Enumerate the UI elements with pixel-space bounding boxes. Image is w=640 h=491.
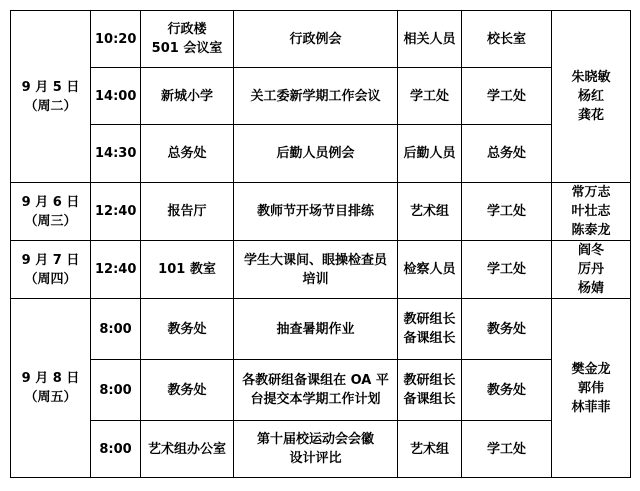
duty-staff-cell: 阎冬 厉丹 杨婧 [552,241,631,299]
place-cell: 101 教室 [141,241,234,299]
table-row [11,68,631,125]
weekly-schedule-table [10,10,631,478]
date-cell: 9 月 8 日 （周五） [11,299,91,478]
table-row [11,125,631,183]
duty-staff-cell: 朱晓敏 杨红 龚花 [552,11,631,183]
table-row [11,183,631,241]
content-cell: 第十届校运动会会徽 设计评比 [234,421,398,478]
place-cell: 报告厅 [141,183,234,241]
attendees-cell: 艺术组 [398,421,462,478]
organizer-cell: 教务处 [462,299,552,360]
time-cell: 12:40 [91,183,141,241]
schedule-sheet [10,10,630,481]
place-cell: 教务处 [141,360,234,421]
table-row [11,299,631,360]
content-cell: 行政例会 [234,11,398,68]
content-cell: 各教研组备课组在 OA 平 台提交本学期工作计划 [234,360,398,421]
place-cell: 教务处 [141,299,234,360]
date-cell: 9 月 5 日 （周二） [11,11,91,183]
time-cell: 12:40 [91,241,141,299]
content-cell: 后勤人员例会 [234,125,398,183]
time-cell: 14:30 [91,125,141,183]
place-cell: 新城小学 [141,68,234,125]
organizer-cell: 校长室 [462,11,552,68]
time-cell: 8:00 [91,421,141,478]
table-row [11,11,631,68]
content-cell: 抽查暑期作业 [234,299,398,360]
attendees-cell: 检察人员 [398,241,462,299]
time-cell: 8:00 [91,299,141,360]
organizer-cell: 学工处 [462,68,552,125]
attendees-cell: 艺术组 [398,183,462,241]
date-cell: 9 月 6 日 （周三） [11,183,91,241]
place-cell: 艺术组办公室 [141,421,234,478]
duty-staff-cell: 樊金龙 郭伟 林菲菲 [552,299,631,478]
organizer-cell: 学工处 [462,421,552,478]
content-cell: 学生大课间、眼操检查员 培训 [234,241,398,299]
place-cell: 总务处 [141,125,234,183]
table-row [11,360,631,421]
content-cell: 教师节开场节目排练 [234,183,398,241]
organizer-cell: 学工处 [462,241,552,299]
attendees-cell: 教研组长 备课组长 [398,360,462,421]
place-cell: 行政楼 501 会议室 [141,11,234,68]
attendees-cell: 后勤人员 [398,125,462,183]
date-cell: 9 月 7 日 （周四） [11,241,91,299]
time-cell: 14:00 [91,68,141,125]
organizer-cell: 教务处 [462,360,552,421]
table-row [11,421,631,478]
table-row [11,241,631,299]
time-cell: 8:00 [91,360,141,421]
time-cell: 10:20 [91,11,141,68]
attendees-cell: 学工处 [398,68,462,125]
duty-staff-cell: 常万志 叶壮志 陈泰龙 [552,183,631,241]
organizer-cell: 总务处 [462,125,552,183]
attendees-cell: 教研组长 备课组长 [398,299,462,360]
attendees-cell: 相关人员 [398,11,462,68]
content-cell: 关工委新学期工作会议 [234,68,398,125]
organizer-cell: 学工处 [462,183,552,241]
